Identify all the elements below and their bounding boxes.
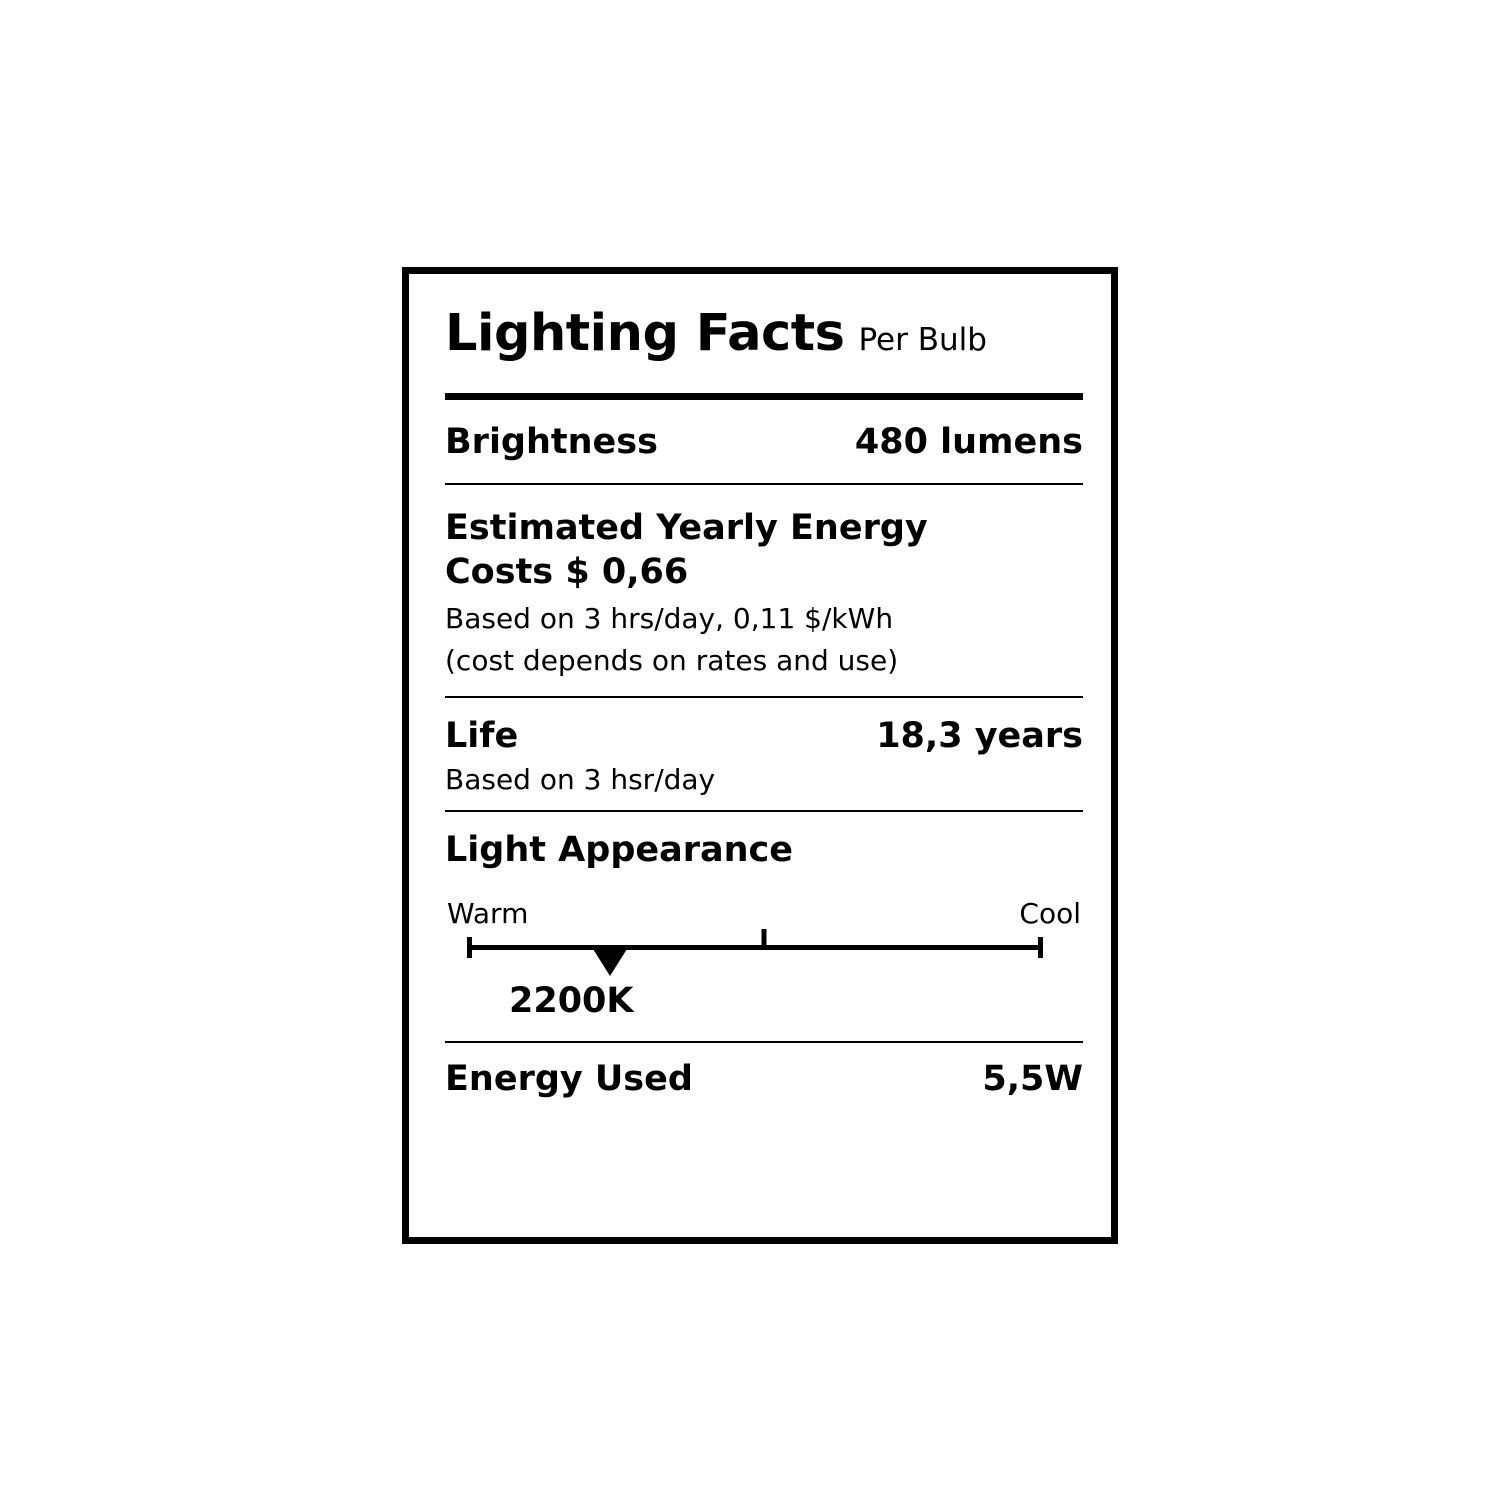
scale-end-labels (445, 897, 1083, 930)
label-inner (445, 294, 1083, 1227)
life-value: 18,3 years (876, 715, 1083, 756)
energy-cost-note-1: Based on 3 hrs/day, 0,11 $/kWh (445, 601, 894, 635)
scale-tick-right (1038, 937, 1043, 958)
energy-cost-headline: Estimated Yearly Energy Costs $ 0,66 (445, 508, 928, 593)
label-title-row (445, 294, 1083, 363)
energy-used-row (445, 1043, 1083, 1100)
page-title-suffix: Per Bulb (858, 322, 987, 358)
color-temperature-value: 2200K (509, 981, 634, 1022)
brightness-label: Brightness (445, 422, 658, 462)
energy-cost-note-2: (cost depends on rates and use) (445, 644, 899, 678)
color-temperature-scale (445, 897, 1083, 1035)
brightness-row (445, 400, 1083, 483)
life-note: Based on 3 hsr/day (445, 762, 716, 796)
divider-thick (445, 393, 1083, 400)
scale-tick-left (467, 937, 472, 958)
lighting-facts-label (402, 267, 1118, 1244)
color-temperature-marker-icon (593, 949, 627, 976)
light-appearance-section (445, 812, 1083, 1041)
scale-cool-label: Cool (1019, 897, 1081, 931)
energy-used-value: 5,5W (982, 1059, 1083, 1100)
energy-cost-section (445, 485, 1083, 695)
brightness-value: 480 lumens (854, 422, 1083, 462)
life-row (445, 716, 1083, 757)
energy-used-label: Energy Used (445, 1059, 693, 1100)
light-appearance-label: Light Appearance (445, 829, 794, 870)
scale-warm-label: Warm (447, 897, 529, 931)
scale-axis-line (467, 945, 1043, 950)
page-title: Lighting Facts (445, 304, 845, 363)
life-label: Life (445, 715, 519, 756)
life-section (445, 698, 1083, 810)
scale-tick-middle (762, 929, 767, 950)
